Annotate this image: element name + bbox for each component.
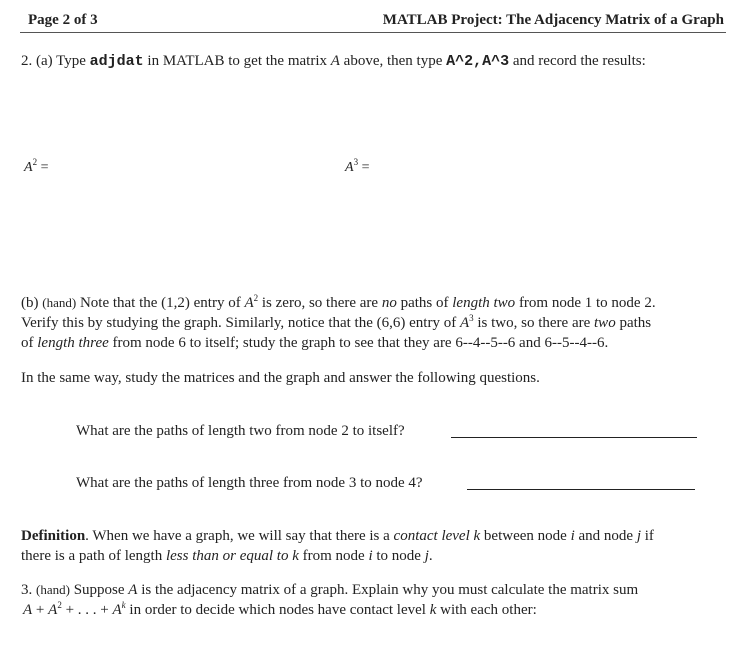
document-title: MATLAB Project: The Adjacency Matrix of a Graph — [382, 12, 724, 28]
q2a-prefix: 2. (a) Type — [21, 53, 90, 69]
definition-label: Definition — [21, 528, 86, 544]
q3-text: with each other: — [436, 602, 537, 618]
q2b-text: Verify this by studying the graph. Similarly, notice that the (6,6) entry of — [21, 315, 460, 331]
definition-line-2 — [21, 546, 731, 566]
q2b-text: from node 6 to itself; study the graph to see that they are 6--4--5--6 and 6--5--4--6. — [108, 335, 609, 351]
exponent: 2 — [253, 293, 259, 303]
definition-text: to node — [372, 548, 425, 564]
answer-blank-1[interactable] — [451, 437, 697, 438]
definition-text: . — [428, 548, 433, 564]
definition-text: if — [640, 528, 654, 544]
var-j: j — [636, 528, 641, 544]
definition-text: and node — [574, 528, 637, 544]
matrix-a: A — [23, 602, 33, 618]
matrix-a: A — [330, 53, 340, 69]
plus-sign: + — [32, 602, 49, 618]
matrix-a: A — [244, 295, 254, 311]
q2b-line-1 — [21, 293, 731, 313]
q2b-text: from node 1 to node 2. — [515, 295, 656, 311]
q2b-text: is two, so there are — [473, 315, 595, 331]
a3-exponent: 3 — [353, 157, 359, 167]
var-j: j — [424, 548, 429, 564]
emphasis-no: no — [381, 295, 397, 311]
q2b-line-3 — [21, 333, 731, 353]
emphasis-two: two — [594, 315, 616, 331]
exponent: 2 — [57, 600, 62, 610]
definition — [21, 526, 731, 566]
matrix-a: A — [128, 582, 138, 598]
page-number: Page 2 of 3 — [28, 12, 98, 28]
exponent-k: k — [121, 600, 126, 610]
q2b-text: is zero, so there are — [258, 295, 382, 311]
q2b-label: (b) — [21, 295, 43, 311]
hand-tag: (hand) — [42, 295, 77, 310]
page-header — [20, 10, 726, 33]
question-2b — [21, 293, 731, 353]
question-3 — [21, 580, 731, 620]
exponent: 3 — [469, 313, 474, 323]
a3-equals: = — [358, 160, 370, 175]
q2a-suffix: and record the results: — [509, 53, 646, 69]
instructions: In the same way, study the matrices and the graph and answer the following questions. — [21, 370, 540, 386]
q2b-text: of — [21, 335, 38, 351]
emphasis-contact-level: contact level k — [393, 528, 481, 544]
q3-text: Suppose — [69, 582, 129, 598]
emphasis-length-two: length two — [452, 295, 516, 311]
a3-base: A — [345, 160, 354, 175]
var-i: i — [368, 548, 373, 564]
var-i: i — [570, 528, 575, 544]
definition-line-1 — [21, 526, 731, 546]
q2b-text: paths of — [396, 295, 453, 311]
question-2a — [21, 51, 646, 72]
emphasis-length-three: length three — [37, 335, 109, 351]
a2-exponent: 2 — [32, 157, 38, 167]
hand-tag: (hand) — [36, 582, 70, 597]
q3-text: in order to decide which nodes have contact level — [125, 602, 430, 618]
matrix-a: A — [459, 315, 470, 331]
question-paths-length-three: What are the paths of length three from node 3 to node 4? — [76, 475, 423, 491]
definition-text: from node — [298, 548, 369, 564]
question-paths-length-two: What are the paths of length two from node 2 to itself? — [76, 423, 405, 439]
adjdat-command: adjdat — [89, 53, 144, 70]
emphasis-leq: less than or equal to k — [165, 548, 299, 564]
answer-blank-2[interactable] — [467, 489, 695, 490]
matrix-a: A — [112, 602, 122, 618]
ellipsis-sum: + . . . + — [61, 602, 113, 618]
q3-line-2 — [21, 600, 731, 620]
a-squared-equation — [24, 158, 48, 178]
q2b-line-2 — [21, 313, 731, 333]
definition-text: there is a path of length — [21, 548, 166, 564]
definition-text: between node — [480, 528, 571, 544]
a2-base: A — [24, 160, 33, 175]
q3-text: is the adjacency matrix of a graph. Explain why you must calculate the matrix sum — [137, 582, 639, 598]
a-cubed-equation — [345, 158, 369, 178]
q2b-text: Note that the (1,2) entry of — [76, 295, 245, 311]
q3-line-1 — [21, 580, 731, 600]
powers-command: A^2,A^3 — [446, 53, 510, 70]
matrix-a: A — [48, 602, 58, 618]
a2-equals: = — [37, 160, 49, 175]
q2a-middle2: above, then type — [339, 53, 447, 69]
definition-text: . When we have a graph, we will say that there is a — [85, 528, 394, 544]
q2b-text: paths — [615, 315, 652, 331]
q3-label: 3. — [21, 582, 36, 598]
var-k: k — [429, 602, 437, 618]
q2a-middle: in MATLAB to get the matrix — [143, 53, 331, 69]
